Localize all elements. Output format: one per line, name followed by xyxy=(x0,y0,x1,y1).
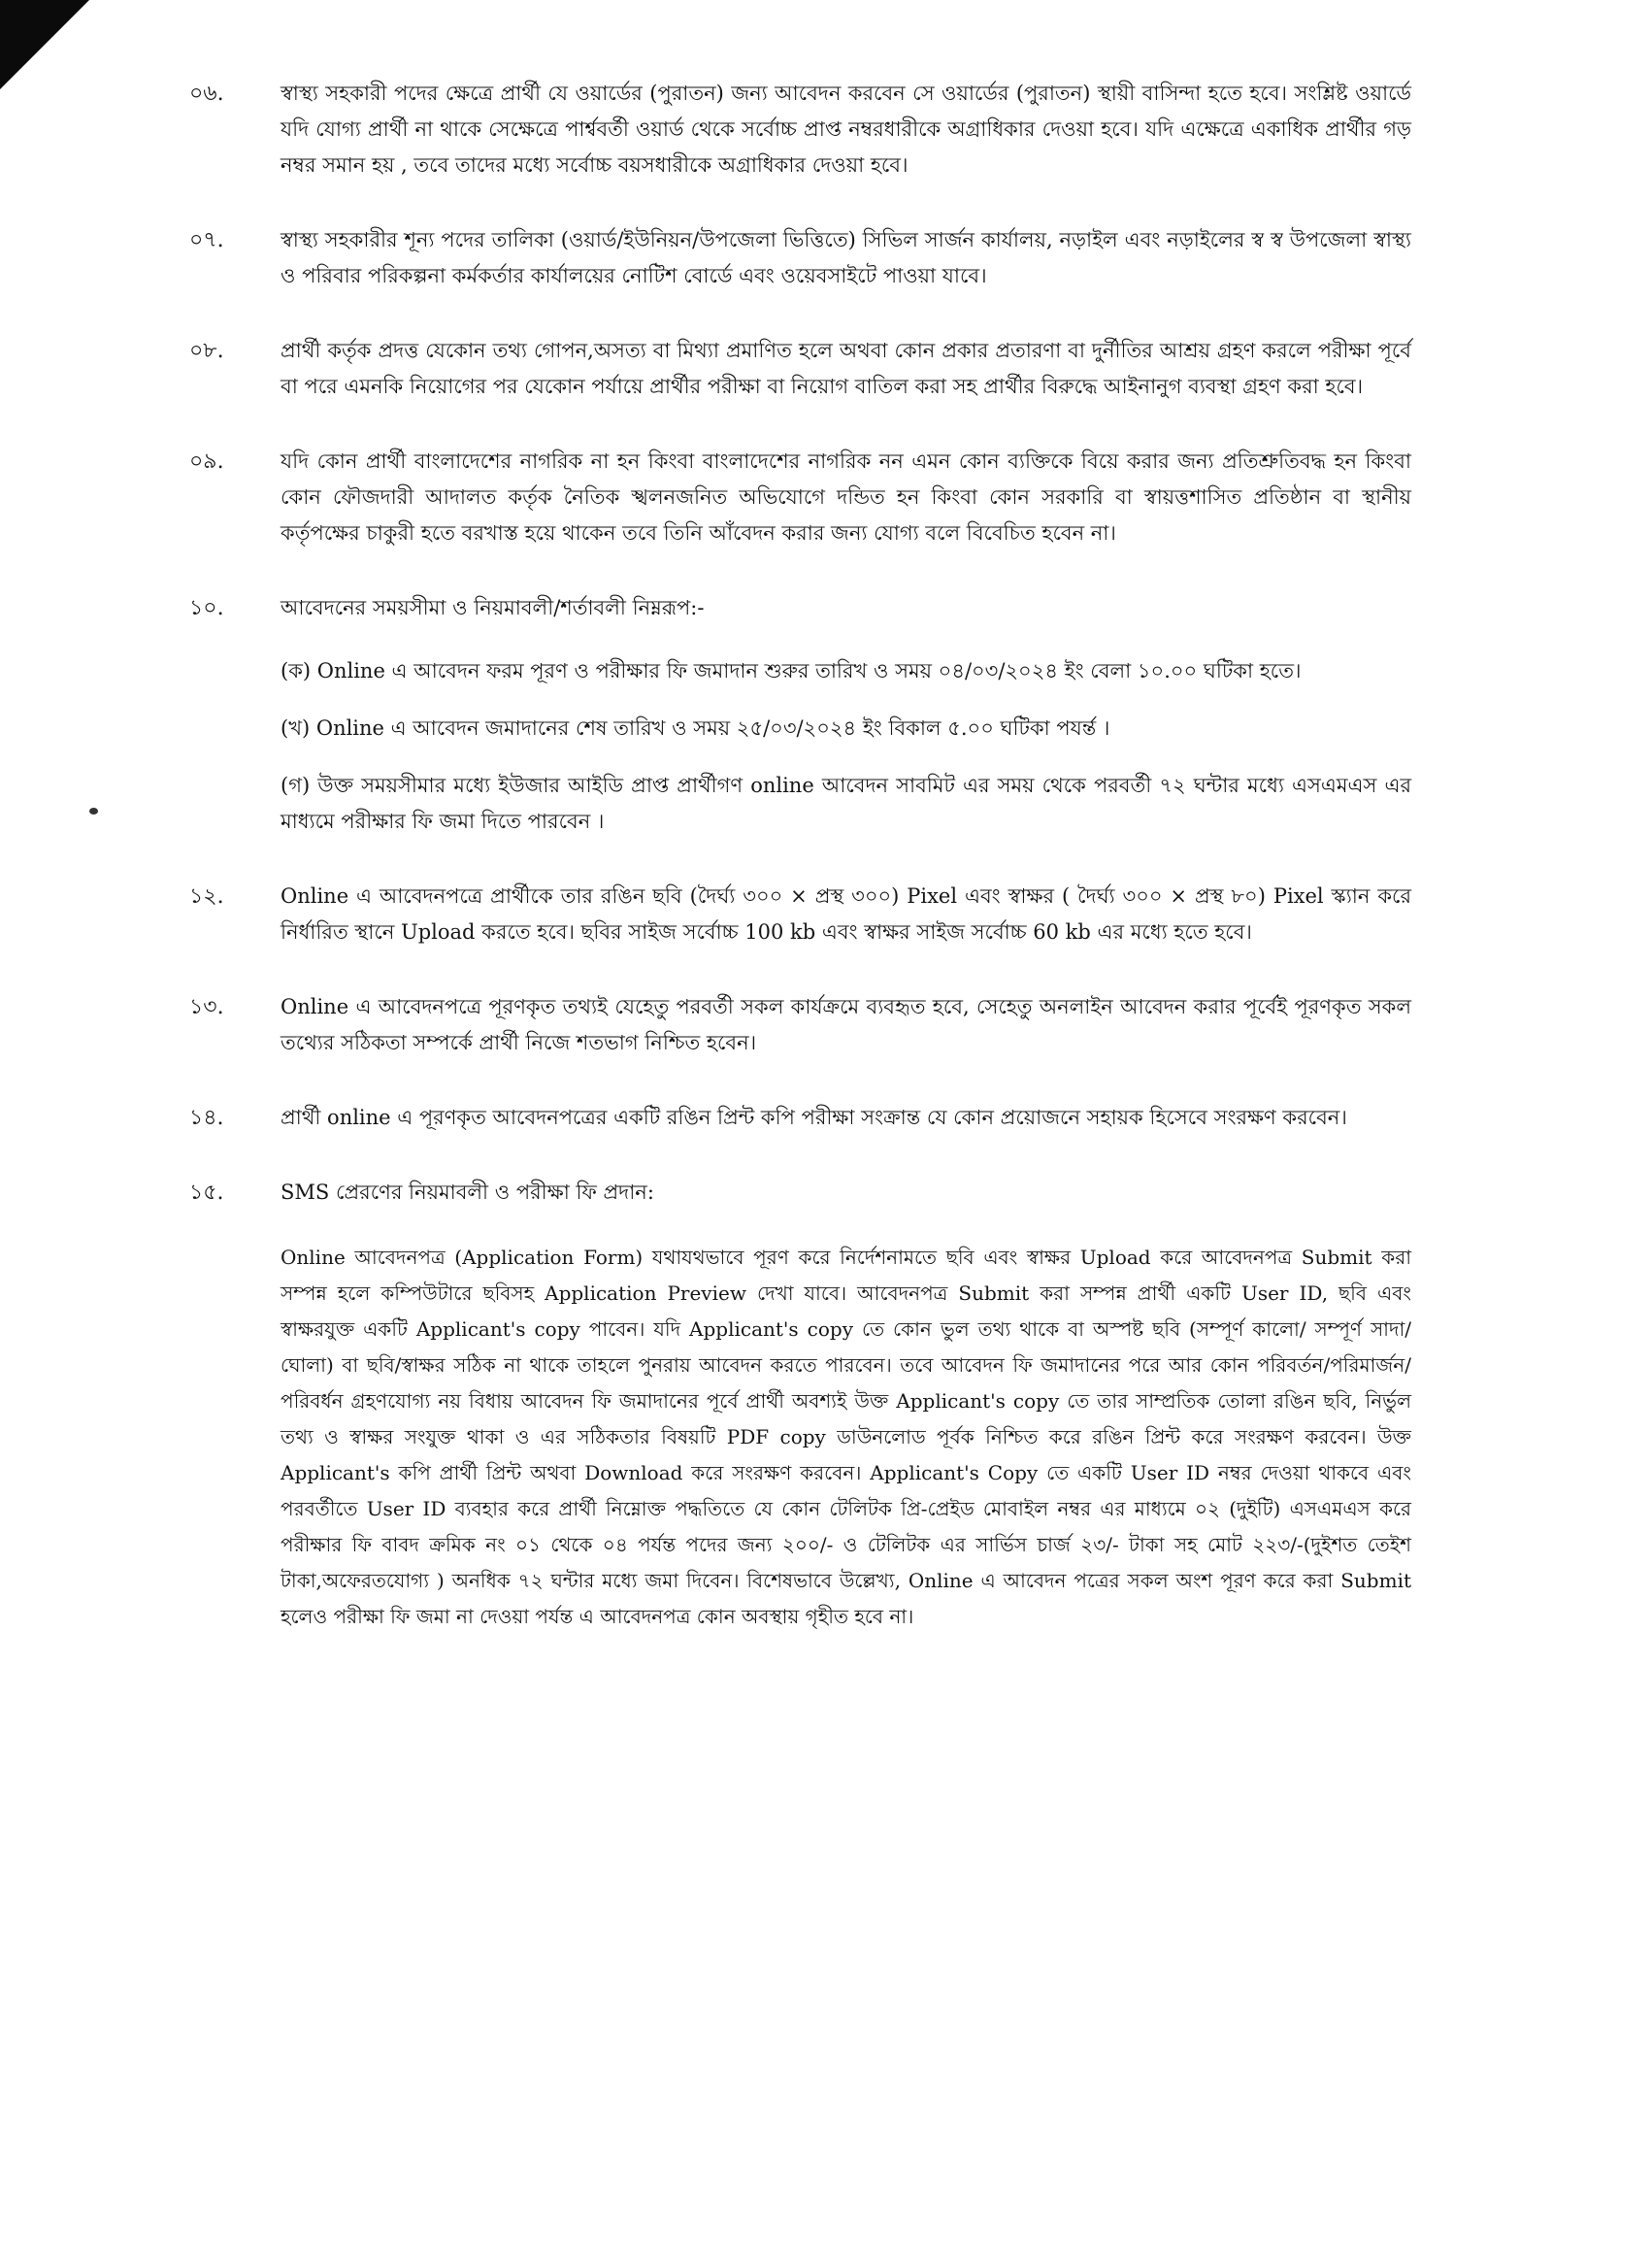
clause-text: যদি কোন প্রার্থী বাংলাদেশের নাগরিক না হন কিংবা বাংলাদেশের নাগরিক নন এমন কোন ব্যক্তিকে বিয়ে করার জন্য প্রতিশ্রুতিবদ্ধ হন কিংবা কোন ফৌজদারী আদালত কর্তৃক নৈতিক স্খলনজনিত অভিযোগে দন্ডিত হন কিংবা কোন সরকারি বা স্বায়ত্তশাসিত প্রতিষ্ঠান বা স্থানীয় কর্তৃপক্ষের চাকুরী হতে বরখাস্ত হয়ে থাকেন তবে তিনি আঁবেদন করার জন্য যোগ্য বলে বিবেচিত হবেন না। xyxy=(281,449,1411,545)
clause-number: ০৯. xyxy=(189,449,224,474)
clause-text: প্রার্থী online এ পূরণকৃত আবেদনপত্রের একটি রঙিন প্রিন্ট কপি পরীক্ষা সংক্রান্ত যে কোন প্রয়োজনে সহায়ক হিসেবে সংরক্ষণ করবেন। xyxy=(281,1106,1347,1129)
clause-text: স্বাস্থ্য সহকারীর শূন্য পদের তালিকা (ওয়ার্ড/ইউনিয়ন/উপজেলা ভিত্তিতে) সিভিল সার্জন কার্যালয়, নড়াইল এবং নড়াইলের স্ব স্ব উপজেলা স্বাস্থ্য ও পরিবার পরিকল্পনা কর্মকর্তার কার্যালয়ের নোটিশ বোর্ডে এবং ওয়েবসাইটে পাওয়া যাবে। xyxy=(281,228,1411,287)
clause-13 xyxy=(0,989,1652,1061)
sub-clause-ga: (গ) উক্ত সময়সীমার মধ্যে ইউজার আইডি প্রাপ্ত প্রার্থীগণ online আবেদন সাবমিট এর সময় থেকে পরবর্তী ৭২ ঘন্টার মধ্যে এসএমএস এর মাধ্যমে পরীক্ষার ফি জমা দিতে পারবেন । xyxy=(281,774,1411,833)
clause-10 xyxy=(0,590,1652,840)
clause-number: ০৮. xyxy=(189,339,224,363)
clause-text: Online এ আবেদনপত্রে প্রার্থীকে তার রঙিন ছবি (দৈর্ঘ্য ৩০০ × প্রস্থ ৩০০) Pixel এবং স্বাক্ষর ( দৈর্ঘ্য ৩০০ × প্রস্থ ৮০) Pixel স্ক্যান করে নির্ধারিত স্থানে Upload করতে হবে। ছবির সাইজ সর্বোচ্চ 100 kb এবং স্বাক্ষর সাইজ সর্বোচ্চ 60 kb এর মধ্যে হতে হবে। xyxy=(281,884,1411,944)
clause-15 xyxy=(0,1175,1652,1635)
clause-text: প্রার্থী কর্তৃক প্রদত্ত যেকোন তথ্য গোপন,অসত্য বা মিথ্যা প্রমাণিত হলে অথবা কোন প্রকার প্রতারণা বা দুর্নীতির আশ্রয় গ্রহণ করলে পরীক্ষা পূর্বে বা পরে এমনকি নিয়োগের পর যেকোন পর্যায়ে প্রার্থীর পরীক্ষা বা নিয়োগ বাতিল করা সহ প্রার্থীর বিরুদ্ধে আইনানুগ ব্যবস্থা গ্রহণ করা হবে। xyxy=(281,339,1411,398)
clause-07 xyxy=(0,222,1652,294)
clause-09 xyxy=(0,444,1652,551)
clause-number: ১৩. xyxy=(189,995,224,1019)
document-body xyxy=(0,76,1652,1674)
clause-text: স্বাস্থ্য সহকারী পদের ক্ষেত্রে প্রার্থী যে ওয়ার্ডের (পুরাতন) জন্য আবেদন করবেন সে ওয়ার্ডের (পুরাতন) স্থায়ী বাসিন্দা হতে হবে। সংশ্লিষ্ট ওয়ার্ডে যদি যোগ্য প্রার্থী না থাকে সেক্ষেত্রে পার্শ্ববর্তী ওয়ার্ড থেকে সর্বোচ্চ প্রাপ্ত নম্বরধারীকে অগ্রাধিকার দেওয়া হবে। যদি এক্ষেত্রে একাধিক প্রার্থীর গড় নম্বর সমান হয় , তবে তাদের মধ্যে সর্বোচ্চ বয়সধারীকে অগ্রাধিকার দেওয়া হবে। xyxy=(281,82,1411,177)
sub-clause-ka: (ক) Online এ আবেদন ফরম পূরণ ও পরীক্ষার ফি জমাদান শুরুর তারিখ ও সময় ০৪/০৩/২০২৪ ইং বেলা ১০.০০ ঘটিকা হতে। xyxy=(281,659,1302,682)
clause-number: ১৪. xyxy=(189,1106,224,1130)
clause-heading: আবেদনের সময়সীমা ও নিয়মাবলী/শর্তাবলী নিম্নরূপ:- xyxy=(281,596,705,619)
clause-number: ১০. xyxy=(189,596,224,620)
clause-heading: SMS প্রেরণের নিয়মাবলী ও পরীক্ষা ফি প্রদান: xyxy=(281,1181,654,1204)
clause-number: ১৫. xyxy=(189,1181,224,1205)
sub-clause-kha: (খ) Online এ আবেদন জমাদানের শেষ তারিখ ও সময় ২৫/০৩/২০২৪ ইং বিকাল ৫.০০ ঘটিকা পযর্ন্ত । xyxy=(281,716,1110,740)
clause-06 xyxy=(0,76,1652,183)
clause-number: ১২. xyxy=(189,884,224,909)
sms-fee-instructions: Online আবেদনপত্র (Application Form) যথাযথভাবে পূরণ করে নির্দেশনামতে ছবি এবং স্বাক্ষর Upload করে আবেদনপত্র Submit করা সম্পন্ন হলে কম্পিউটারে ছবিসহ Application Preview দেখা যাবে। আবেদনপত্র Submit করা সম্পন্ন প্রার্থী একটি User ID, ছবি এবং স্বাক্ষরযুক্ত একটি Applicant's copy পাবেন। যদি Applicant's copy তে কোন ভুল তথ্য থাকে বা অস্পষ্ট ছবি (সম্পূর্ণ কালো/ সম্পূর্ণ সাদা/ঘোলা) বা ছবি/স্বাক্ষর সঠিক না থাকে তাহলে পুনরায় আবেদন করতে পারবেন। তবে আবেদন ফি জমাদানের পরে আর কোন পরিবর্তন/পরিমার্জন/ পরিবর্ধন গ্রহণযোগ্য নয় বিধায় আবেদন ফি জমাদানের পূর্বে প্রার্থী অবশ্যই উক্ত Applicant's copy তে তার সাম্প্রতিক তোলা রঙিন ছবি, নির্ভুল তথ্য ও স্বাক্ষর সংযুক্ত থাকা ও এর সঠিকতার বিষয়টি PDF copy ডাউনলোড পূর্বক নিশ্চিত করে রঙিন প্রিন্ট করে সংরক্ষণ করবেন। উক্ত Applicant's কপি প্রার্থী প্রিন্ট অথবা Download করে সংরক্ষণ করবেন। Applicant's Copy তে একটি User ID নম্বর দেওয়া থাকবে এবং পরবর্তীতে User ID ব্যবহার করে প্রার্থী নিম্নোক্ত পদ্ধতিতে যে কোন টেলিটক প্রি-প্রেইড মোবাইল নম্বর এর মাধ্যমে ০২ (দুইটি) এসএমএস করে পরীক্ষার ফি বাবদ ক্রমিক নং ০১ থেকে ০৪ পর্যন্ত পদের জন্য ২০০/- ও টেলিটক এর সার্ভিস চার্জ ২৩/- টাকা সহ মোট ২২৩/-(দুইশত তেইশ টাকা,অফেরতযোগ্য ) অনধিক ৭২ ঘন্টার মধ্যে জমা দিবেন। বিশেষভাবে উল্লেখ্য, Online এ আবেদন পত্রের সকল অংশ পূরণ করে করা Submit হলেও পরীক্ষা ফি জমা না দেওয়া পর্যন্ত এ আবেদনপত্র কোন অবস্থায় গৃহীত হবে না। xyxy=(281,1246,1411,1628)
clause-14 xyxy=(0,1100,1652,1136)
clause-number: ০৬. xyxy=(189,82,224,106)
clause-text: Online এ আবেদনপত্রে পূরণকৃত তথ্যই যেহেতু পরবর্তী সকল কার্যক্রমে ব্যবহৃত হবে, সেহেতু অনলাইন আবেদন করার পূর্বেই পূরণকৃত সকল তথ্যের সঠিকতা সম্পর্কে প্রার্থী নিজে শতভাগ নিশ্চিত হবেন। xyxy=(281,995,1411,1054)
clause-12 xyxy=(0,879,1652,950)
clause-08 xyxy=(0,333,1652,405)
clause-number: ০৭. xyxy=(189,228,224,252)
